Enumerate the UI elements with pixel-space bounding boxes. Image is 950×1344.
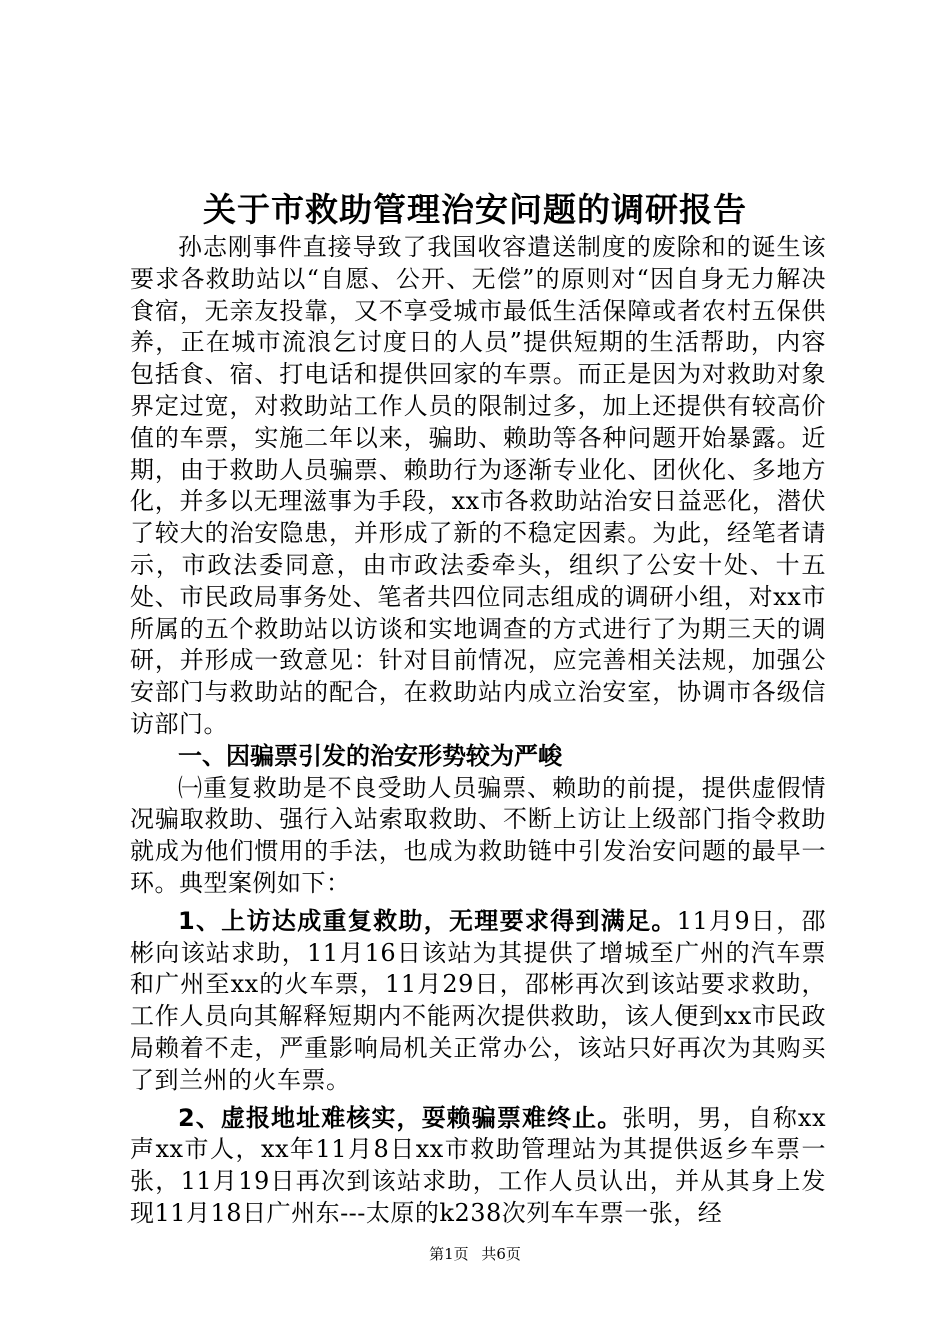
- case-2-body: 张明，男，自称xx声xx市人，xx年11月8日xx市救助管理站为其提供返乡车票一张，11月19日再次到该站求助，工作人员认出，并从其身上发现11月18日广州东---太原的k238次列车车票一张，经: [130, 1103, 826, 1227]
- case-1-lead: 1、上访达成重复救助，无理要求得到满足。: [178, 906, 677, 935]
- case-paragraph-2: [130, 1103, 826, 1230]
- page-footer: [0, 1244, 950, 1264]
- case-1-body: 11月9日，邵彬向该站求助，11月16日该站为其提供了增城至广州的汽车票和广州至xx的火车票，11月29日，邵彬再次到该站要求救助，工作人员向其解释短期内不能两次提供救助，该人便到xx市民政局赖着不走，严重影响局机关正常办公，该站只好再次为其购买了到兰州的火车票。: [130, 906, 826, 1094]
- section-heading-1: 一、因骗票引发的治安形势较为严峻: [178, 741, 562, 770]
- case-2-lead: 2、虚报地址难核实，耍赖骗票难终止。: [178, 1103, 623, 1132]
- document-title: 关于市救助管理治安问题的调研报告: [203, 190, 747, 229]
- intro-paragraph: 孙志刚事件直接导致了我国收容遣送制度的废除和的诞生该要求各救助站以“自愿、公开、无偿”的原则对“因自身无力解决食宿，无亲友投靠，又不享受城市最低生活保障或者农村五保供养，正在城市流浪乞讨度日的人员”提供短期的生活帮助，内容包括食、宿、打电话和提供回家的车票。而正是因为对救助对象界定过宽，对救助站工作人员的限制过多，加上还提供有较高价值的车票，实施二年以来，骗助、赖助等各种问题开始暴露。近期，由于救助人员骗票、赖助行为逐渐专业化、团伙化、多地方化，并多以无理滋事为手段，xx市各救助站治安日益恶化，潜伏了较大的治安隐患，并形成了新的不稳定因素。为此，经笔者请示，市政法委同意，由市政法委牵头，组织了公安十处、十五处、市民政局事务处、笔者共四位同志组成的调研小组，对xx市所属的五个救助站以访谈和实地调查的方式进行了为期三天的调研，并形成一致意见：针对目前情况，应完善相关法规，加强公安部门与救助站的配合，在救助站内成立治安室，协调市各级信访部门。: [130, 233, 826, 738]
- subsection-paragraph-1: ㈠重复救助是不良受助人员骗票、赖助的前提，提供虚假情况骗取救助、强行入站索取救助、不断上访让上级部门指令救助就成为他们惯用的手法，也成为救助链中引发治安问题的最早一环。典型案例如下：: [130, 773, 826, 897]
- case-paragraph-1: [130, 906, 826, 1097]
- page-total: 共6页: [481, 1245, 521, 1263]
- page-number: 第1页: [429, 1245, 469, 1263]
- document-body: [130, 232, 826, 1230]
